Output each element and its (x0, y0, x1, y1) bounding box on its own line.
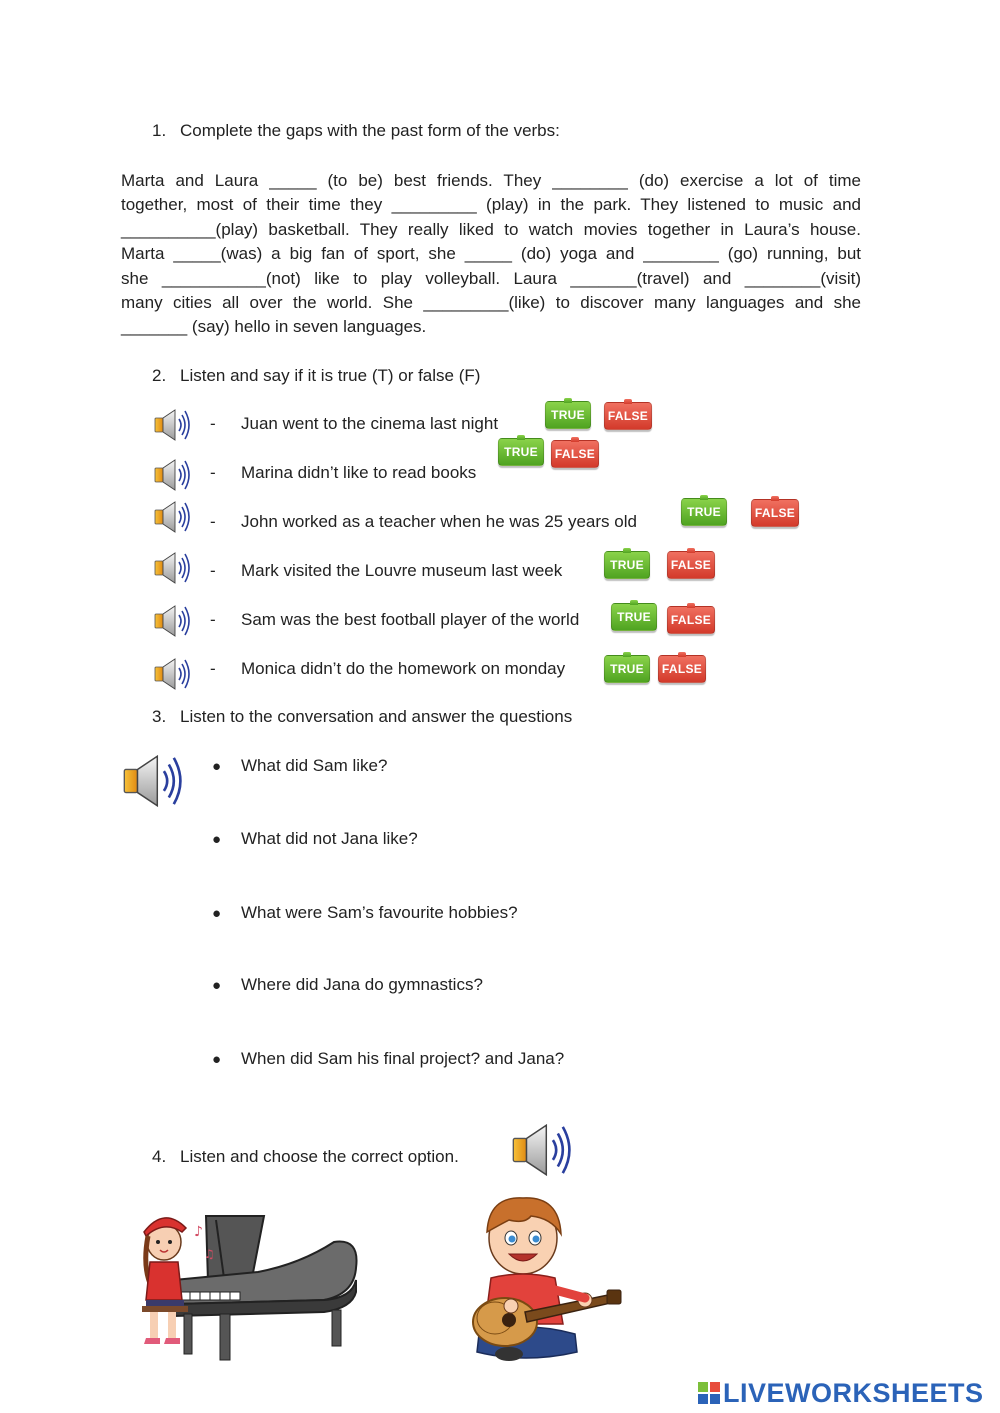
speaker-icon[interactable] (153, 499, 193, 535)
paragraph-line: _______ (say) hello in seven languages. (121, 317, 427, 337)
section4-number: 4. (152, 1147, 167, 1166)
section1-number: 1. (152, 121, 167, 140)
question: When did Sam his final project? and Jana? (241, 1049, 565, 1068)
logo-text: LIVEWORKSHEETS (723, 1378, 984, 1408)
girl-playing-piano-image[interactable] (124, 1208, 360, 1364)
section3-title: Listen to the conversation and answer the questions (180, 707, 573, 726)
false-button[interactable]: FALSE (751, 499, 799, 527)
liveworksheets-logo[interactable] (697, 1378, 984, 1409)
dash: - (210, 512, 216, 531)
dash: - (210, 414, 216, 433)
true-button[interactable]: TRUE (498, 438, 544, 466)
bullet: ● (212, 831, 222, 848)
question: What were Sam’s favourite hobbies? (241, 903, 518, 922)
section1-heading (152, 121, 560, 141)
tf-statement: Monica didn’t do the homework on monday (241, 659, 566, 678)
dash: - (210, 610, 216, 629)
false-button[interactable]: FALSE (604, 402, 652, 430)
section2-number: 2. (152, 366, 167, 385)
tf-statement: John worked as a teacher when he was 25 years old (241, 512, 637, 531)
true-button[interactable]: TRUE (604, 655, 650, 683)
section4-title: Listen and choose the correct option. (180, 1147, 459, 1166)
speaker-icon[interactable] (153, 457, 193, 493)
false-button[interactable]: FALSE (658, 655, 706, 683)
bullet: ● (212, 977, 222, 994)
dash: - (210, 463, 216, 482)
question: What did not Jana like? (241, 829, 418, 848)
true-button[interactable]: TRUE (604, 551, 650, 579)
tf-statement: Marina didn’t like to read books (241, 463, 477, 482)
speaker-icon[interactable] (510, 1120, 576, 1180)
section3-number: 3. (152, 707, 167, 726)
question: Where did Jana do gymnastics? (241, 975, 483, 994)
section4-heading (152, 1147, 459, 1167)
paragraph-line: Marta and Laura _____ (to be) best friends. They ________ (do) exercise a lot of time (121, 171, 861, 190)
logo-icon (697, 1380, 723, 1408)
speaker-icon[interactable] (153, 550, 193, 586)
bullet: ● (212, 905, 222, 922)
svg-text:♪: ♪ (194, 1224, 203, 1240)
gap-fill-paragraph (121, 169, 861, 340)
true-button[interactable]: TRUE (681, 498, 727, 526)
tf-statement: Sam was the best football player of the world (241, 610, 580, 629)
tf-statement: Mark visited the Louvre museum last week (241, 561, 563, 580)
paragraph-line: together, most of their time they _________ (play) in the park. They listened to music and (121, 195, 861, 215)
section3-heading (152, 707, 572, 727)
section1-title: Complete the gaps with the past form of the verbs: (180, 121, 560, 140)
bullet: ● (212, 758, 222, 775)
true-button[interactable]: TRUE (545, 401, 591, 429)
false-button[interactable]: FALSE (551, 440, 599, 468)
paragraph-line: she ___________(not) like to play volleyball. Laura _______(travel) and ________(visit) (121, 268, 861, 288)
paragraph-line: __________(play) basketball. They really liked to watch movies together in Laura’s house. (121, 219, 861, 239)
true-button[interactable]: TRUE (611, 603, 657, 631)
speaker-icon[interactable] (153, 407, 193, 443)
dash: - (210, 561, 216, 580)
false-button[interactable]: FALSE (667, 606, 715, 634)
bullet: ● (212, 1051, 222, 1068)
question: What did Sam like? (241, 756, 388, 775)
section2-title: Listen and say if it is true (T) or false (F) (180, 366, 481, 385)
paragraph-line: many cities all over the world. She _________(like) to discover many languages and she (121, 293, 861, 313)
speaker-icon[interactable] (153, 656, 193, 692)
boy-playing-guitar-image[interactable] (465, 1194, 623, 1368)
section2-heading (152, 366, 480, 386)
speaker-icon[interactable] (121, 751, 187, 811)
dash: - (210, 659, 216, 678)
paragraph-line: Marta _____(was) a big fan of sport, she _____ (do) yoga and ________ (go) running, but (121, 244, 861, 264)
speaker-icon[interactable] (153, 603, 193, 639)
false-button[interactable]: FALSE (667, 551, 715, 579)
svg-text:♫: ♫ (204, 1247, 215, 1261)
tf-statement: Juan went to the cinema last night (241, 414, 499, 433)
